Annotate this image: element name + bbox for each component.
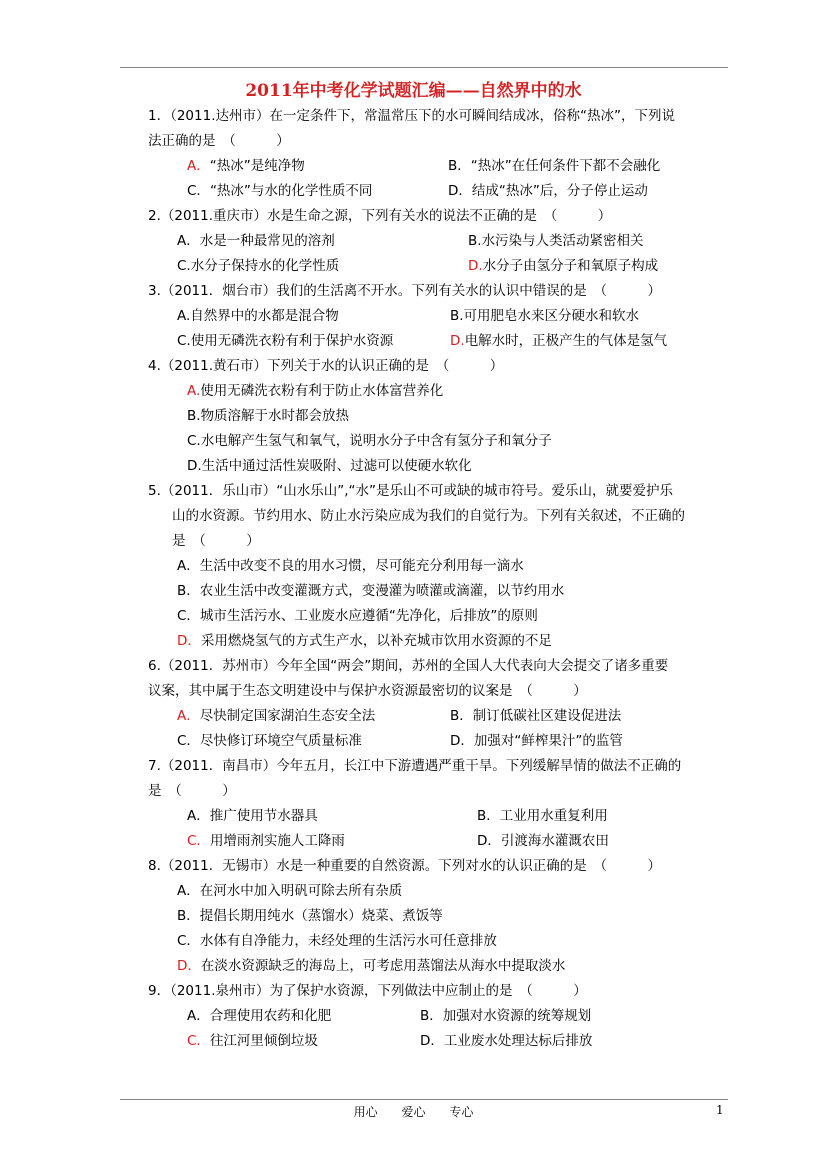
option-letter: C． bbox=[187, 833, 210, 849]
option-text: 加强对“鲜榨果汁”的监管 bbox=[473, 733, 623, 749]
option-letter: D. bbox=[450, 333, 465, 349]
answer-option bbox=[477, 832, 609, 850]
option-text: 城市生活污水、工业废水应遵循“先净化，后排放”的原则 bbox=[199, 608, 538, 624]
option-text: 在淡水资源缺乏的海岛上，可考虑用蒸馏法从海水中提取淡水 bbox=[200, 958, 566, 974]
answer-option bbox=[177, 707, 375, 725]
answer-option bbox=[177, 632, 552, 650]
option-text: 使用无磷洗衣粉有利于保护水资源 bbox=[190, 333, 394, 349]
option-text: 水分子由氢分子和氧原子构成 bbox=[482, 258, 659, 274]
option-letter: B． bbox=[420, 1008, 443, 1024]
answer-option bbox=[177, 607, 538, 625]
option-text: 推广使用节水器具 bbox=[209, 808, 318, 824]
answer-option bbox=[448, 157, 660, 175]
question-stem-line: 7.（2011．南昌市）今年五月，长江中下游遭遇严重干旱。下列缓解旱情的做法不正确的 bbox=[148, 758, 682, 774]
answer-option bbox=[187, 1032, 318, 1050]
option-text: 生活中通过活性炭吸附、过滤可以使硬水软化 bbox=[201, 458, 472, 474]
page-title: 2011年中考化学试题汇编——自然界中的水 bbox=[245, 81, 582, 101]
question-stem-line: 4.（2011.黄石市）下列关于水的认识正确的是 （ ） bbox=[148, 358, 504, 374]
option-text: 自然界中的水都是混合物 bbox=[190, 308, 339, 324]
answer-option bbox=[187, 807, 318, 825]
option-letter: A． bbox=[187, 1008, 210, 1024]
option-letter: B. bbox=[450, 308, 464, 324]
answer-option bbox=[177, 907, 443, 925]
answer-option bbox=[177, 732, 362, 750]
question-stem-line: 2.（2011.重庆市）水是生命之源，下列有关水的说法不正确的是 （ ） bbox=[148, 208, 612, 224]
answer-option bbox=[187, 1007, 331, 1025]
option-text: 引渡海水灌溉农田 bbox=[500, 833, 609, 849]
option-letter: C. bbox=[177, 333, 191, 349]
option-letter: D． bbox=[177, 958, 201, 974]
option-letter: B． bbox=[477, 808, 500, 824]
option-text: 电解水时，正极产生的气体是氢气 bbox=[464, 333, 668, 349]
option-text: 尽快制定国家湖泊生态安全法 bbox=[199, 708, 376, 724]
option-letter: A． bbox=[187, 158, 210, 174]
option-text: “热冰”是纯净物 bbox=[209, 158, 305, 174]
answer-option bbox=[177, 257, 339, 275]
answer-option bbox=[477, 807, 608, 825]
option-text: 物质溶解于水时都会放热 bbox=[200, 408, 350, 424]
option-letter: C. bbox=[187, 433, 201, 449]
answer-option bbox=[420, 1007, 591, 1025]
footer-item: 用心 bbox=[353, 1105, 378, 1119]
question-stem-line: 9．（2011.泉州市）为了保护水资源，下列做法中应制止的是 （ ） bbox=[148, 983, 587, 999]
answer-option bbox=[468, 232, 644, 250]
option-letter: D． bbox=[450, 733, 474, 749]
option-text: 农业生活中改变灌溉方式，变漫灌为喷灌或滴灌，以节约用水 bbox=[199, 583, 565, 599]
answer-option bbox=[450, 332, 667, 350]
option-letter: D． bbox=[177, 633, 201, 649]
question-stem-line: 1．（2011.达州市）在一定条件下，常温常压下的水可瞬间结成冰，俗称“热冰”，下列说 bbox=[148, 108, 675, 124]
option-letter: C． bbox=[187, 183, 210, 199]
question-stem-line: 山的水资源。节约用水、防止水污染应成为我们的自觉行为。下列有关叙述，不正确的 bbox=[172, 508, 685, 524]
option-letter: D. bbox=[187, 458, 202, 474]
option-letter: B． bbox=[177, 583, 200, 599]
option-letter: A． bbox=[177, 708, 200, 724]
option-text: 工业用水重复利用 bbox=[499, 808, 608, 824]
option-letter: C． bbox=[177, 933, 200, 949]
option-text: 提倡长期用纯水（蒸馏水）烧菜、煮饭等 bbox=[199, 908, 443, 924]
answer-option bbox=[187, 382, 443, 400]
option-letter: B． bbox=[450, 708, 473, 724]
question-stem-line: 3.（2011．烟台市）我们的生活离不开水。下列有关水的认识中错误的是 （ ） bbox=[148, 283, 661, 299]
answer-option bbox=[177, 557, 524, 575]
question-stem-line: 6.（2011．苏州市）今年全国“两会”期间，苏州的全国人大代表向大会提交了诸多重要 bbox=[148, 658, 669, 674]
option-text: 往江河里倾倒垃圾 bbox=[209, 1033, 318, 1049]
answer-option bbox=[187, 432, 552, 450]
answer-option bbox=[450, 707, 621, 725]
answer-option bbox=[450, 307, 639, 325]
option-text: 水是一种最常见的溶剂 bbox=[199, 233, 335, 249]
answer-option bbox=[177, 932, 497, 950]
option-letter: A. bbox=[187, 383, 201, 399]
footer bbox=[0, 1103, 827, 1120]
option-letter: C． bbox=[177, 608, 200, 624]
footer-rule bbox=[120, 1099, 728, 1100]
header-rule bbox=[120, 67, 728, 68]
question-stem-line: 是 （ ） bbox=[172, 533, 260, 549]
answer-option bbox=[420, 1032, 592, 1050]
option-text: 尽快修订环境空气质量标准 bbox=[199, 733, 362, 749]
option-letter: B. bbox=[468, 233, 482, 249]
question-stem-line: 5.（2011．乐山市）“山水乐山”,“水”是乐山不可或缺的城市符号。爱乐山，就要爱护乐 bbox=[148, 483, 674, 499]
option-text: 水污染与人类活动紧密相关 bbox=[481, 233, 644, 249]
question-stem-line: 8.（2011．无锡市）水是一种重要的自然资源。下列对水的认识正确的是 （ ） bbox=[148, 858, 661, 874]
option-letter: C． bbox=[187, 1033, 210, 1049]
option-letter: B． bbox=[177, 908, 200, 924]
option-text: 用增雨剂实施人工降雨 bbox=[209, 833, 345, 849]
option-letter: C. bbox=[177, 258, 191, 274]
option-text: 在河水中加入明矾可除去所有杂质 bbox=[199, 883, 403, 899]
option-text: 水体有自净能力，未经处理的生活污水可任意排放 bbox=[199, 933, 497, 949]
question-stem-line: 议案，其中属于生态文明建设中与保护水资源最密切的议案是 （ ） bbox=[148, 683, 587, 699]
question-stem-line: 法正确的是 （ ） bbox=[148, 133, 290, 149]
option-letter: A． bbox=[177, 558, 200, 574]
option-text: 采用燃烧氢气的方式生产水，以补充城市饮用水资源的不足 bbox=[200, 633, 552, 649]
answer-option bbox=[177, 307, 339, 325]
option-text: 结成“热冰”后，分子停止运动 bbox=[471, 183, 648, 199]
option-text: 加强对水资源的统筹规划 bbox=[442, 1008, 592, 1024]
option-text: 可用肥皂水来区分硬水和软水 bbox=[463, 308, 640, 324]
answer-option bbox=[187, 407, 349, 425]
footer-item: 爱心 bbox=[401, 1105, 426, 1119]
option-text: “热冰”与水的化学性质不同 bbox=[209, 183, 373, 199]
answer-option bbox=[177, 882, 402, 900]
option-letter: D． bbox=[420, 1033, 444, 1049]
option-letter: D． bbox=[477, 833, 501, 849]
option-text: 生活中改变不良的用水习惯，尽可能充分利用每一滴水 bbox=[199, 558, 524, 574]
answer-option bbox=[450, 732, 623, 750]
option-letter: A． bbox=[187, 808, 210, 824]
answer-option bbox=[177, 332, 393, 350]
option-letter: B. bbox=[187, 408, 201, 424]
option-letter: A． bbox=[177, 883, 200, 899]
option-text: 水分子保持水的化学性质 bbox=[190, 258, 340, 274]
footer-item: 专心 bbox=[449, 1105, 474, 1119]
answer-option bbox=[187, 182, 372, 200]
page-number: 1 bbox=[716, 1103, 724, 1117]
answer-option bbox=[468, 257, 658, 275]
answer-option bbox=[187, 157, 305, 175]
question-stem-line: 是 （ ） bbox=[148, 783, 236, 799]
option-text: 制订低碳社区建设促进法 bbox=[472, 708, 622, 724]
option-text: “热冰”在任何条件下都不会融化 bbox=[470, 158, 661, 174]
option-letter: A． bbox=[177, 233, 200, 249]
option-letter: C． bbox=[177, 733, 200, 749]
answer-option bbox=[448, 182, 648, 200]
option-letter: D. bbox=[468, 258, 483, 274]
option-text: 工业废水处理达标后排放 bbox=[443, 1033, 593, 1049]
option-letter: A. bbox=[177, 308, 191, 324]
option-text: 合理使用农药和化肥 bbox=[209, 1008, 332, 1024]
answer-option bbox=[187, 832, 345, 850]
option-letter: D． bbox=[448, 183, 472, 199]
option-letter: B． bbox=[448, 158, 471, 174]
answer-option bbox=[177, 957, 565, 975]
option-text: 使用无磷洗衣粉有利于防止水体富营养化 bbox=[200, 383, 444, 399]
answer-option bbox=[177, 582, 564, 600]
option-text: 水电解产生氢气和氧气，说明水分子中含有氢分子和氧分子 bbox=[200, 433, 552, 449]
answer-option bbox=[177, 232, 335, 250]
answer-option bbox=[187, 457, 472, 475]
